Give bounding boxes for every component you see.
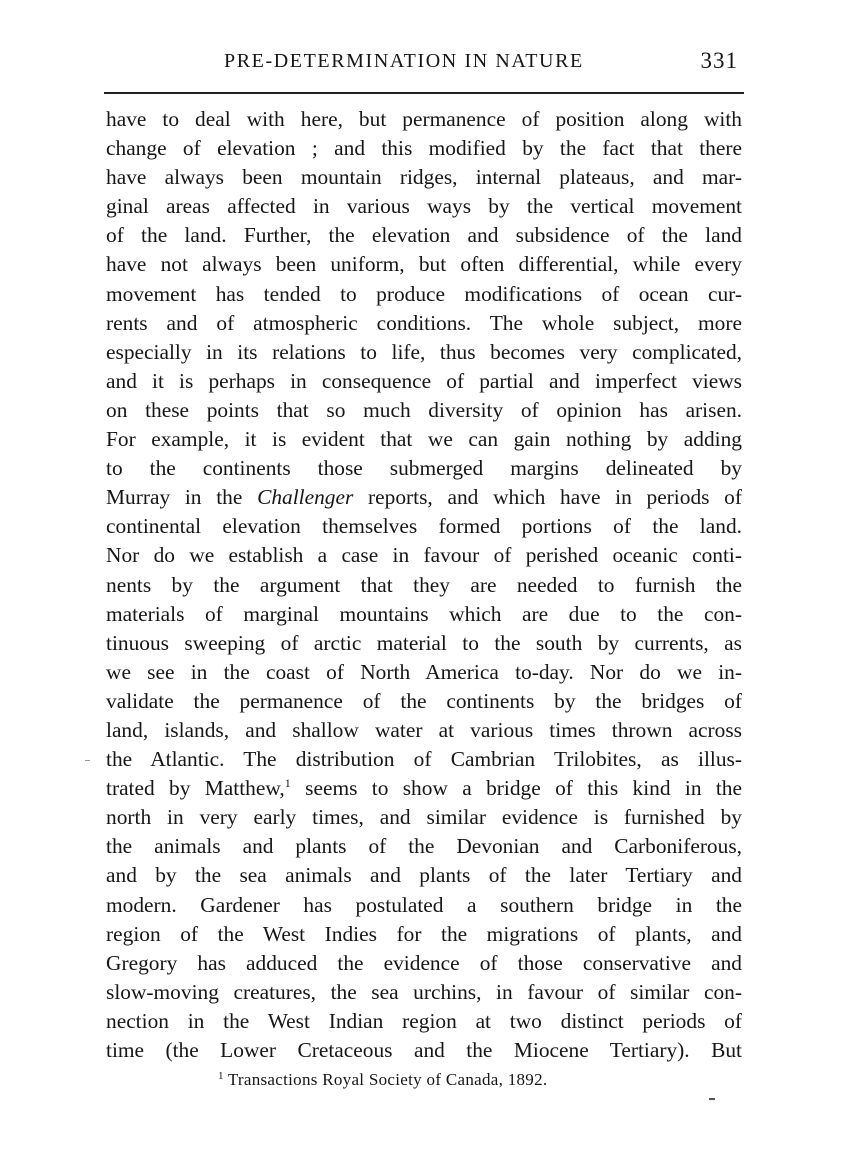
print-speck: [709, 1098, 715, 1100]
text-segment: For example, it is evident that we can gain nothing by adding: [106, 427, 742, 452]
text-segment: the animals and plants of the Devonian and Carboniferous,: [106, 834, 742, 859]
text-segment: north in very early times, and similar evidence is furnished by: [106, 805, 742, 830]
text-segment: nection in the West Indian region at two distinct periods of: [106, 1008, 742, 1033]
text-line: [106, 600, 742, 629]
page-header: [106, 48, 742, 82]
text-segment: validate the permanence of the continents by the bridges of: [106, 688, 742, 713]
footnote-text: Transactions Royal Society of Canada, 1892.: [227, 1070, 548, 1089]
text-segment: movement has tended to produce modifications of ocean cur-: [106, 281, 742, 306]
text-line: [106, 658, 742, 687]
text-segment: have to deal with here, but permanence of position along with: [106, 107, 742, 131]
text-line: [106, 891, 742, 920]
text-segment: change of elevation ; and this modified by the fact that there: [106, 136, 742, 161]
text-line: [106, 454, 742, 483]
text-line: [106, 920, 742, 949]
text-segment: to the continents those submerged margins delineated by: [106, 456, 742, 481]
text-segment: have always been mountain ridges, internal plateaus, and mar-: [106, 165, 742, 190]
text-segment: reports, and which have in periods of: [353, 485, 742, 510]
text-line: [106, 483, 742, 512]
text-segment: especially in its relations to life, thus becomes very complicated,: [106, 339, 742, 364]
text-line: [106, 309, 742, 338]
italic-text: Challenger: [257, 485, 354, 510]
text-segment: seems to show a bridge of this kind in the: [290, 776, 742, 801]
text-line: [106, 571, 742, 600]
text-line: [106, 861, 742, 890]
text-segment: we see in the coast of North America to-day. Nor do we in-: [106, 659, 742, 684]
text-segment: region of the West Indies for the migrations of plants, and: [106, 921, 742, 946]
text-segment: land, islands, and shallow water at various times thrown across: [106, 717, 742, 742]
header-rule: [104, 92, 744, 94]
text-line: [106, 367, 742, 396]
text-segment: continental elevation themselves formed portions of the land.: [106, 514, 742, 539]
text-segment: rents and of atmospheric conditions. The whole subject, more: [106, 310, 742, 335]
text-line: [106, 1036, 742, 1065]
text-segment: Gregory has adduced the evidence of those conservative and: [106, 950, 742, 975]
text-line: [106, 978, 742, 1007]
text-line: [106, 221, 742, 250]
text-segment: the Atlantic. The distribution of Cambrian Trilobites, as illus-: [106, 747, 742, 772]
running-head: PRE-DETERMINATION IN NATURE: [224, 50, 584, 72]
text-segment: Murray in the: [106, 485, 258, 510]
text-line: [106, 192, 742, 221]
text-line: [106, 774, 742, 803]
text-line: [106, 832, 742, 861]
text-line: [106, 105, 742, 134]
text-line: [106, 163, 742, 192]
text-line: [106, 425, 742, 454]
text-line: [106, 716, 742, 745]
text-segment: modern. Gardener has postulated a southern bridge in the: [106, 892, 742, 917]
text-segment: on these points that so much diversity of opinion has arisen.: [106, 397, 742, 422]
text-segment: nents by the argument that they are needed to furnish the: [106, 572, 742, 597]
text-line: [106, 745, 742, 774]
text-segment: materials of marginal mountains which are due to the con-: [106, 601, 742, 626]
footnote-reference: 1: [284, 776, 291, 791]
text-line: [106, 1007, 742, 1036]
text-segment: ginal areas affected in various ways by the vertical movement: [106, 194, 742, 219]
print-speck: [85, 760, 90, 761]
text-line: [106, 338, 742, 367]
text-segment: Nor do we establish a case in favour of perished oceanic conti-: [106, 543, 742, 568]
text-line: [106, 512, 742, 541]
text-line: [106, 134, 742, 163]
text-segment: slow-moving creatures, the sea urchins, in favour of similar con-: [106, 979, 742, 1004]
text-segment: time (the Lower Cretaceous and the Miocene Tertiary). But: [106, 1038, 742, 1062]
body-text: [106, 105, 742, 1065]
text-line: [106, 280, 742, 309]
text-line: [106, 687, 742, 716]
footnote-marker: 1: [218, 1070, 224, 1082]
text-line: [106, 803, 742, 832]
text-segment: tinuous sweeping of arctic material to the south by currents, as: [106, 630, 742, 655]
footnote: [218, 1070, 547, 1090]
text-line: [106, 629, 742, 658]
text-segment: trated by Matthew,: [106, 776, 285, 801]
text-segment: and by the sea animals and plants of the later Tertiary and: [106, 863, 742, 888]
text-segment: have not always been uniform, but often differential, while every: [106, 252, 742, 277]
text-segment: and it is perhaps in consequence of partial and imperfect views: [106, 368, 742, 393]
text-line: [106, 250, 742, 279]
text-line: [106, 396, 742, 425]
page-number: 331: [700, 48, 738, 73]
text-segment: of the land. Further, the elevation and subsidence of the land: [106, 223, 742, 248]
text-line: [106, 541, 742, 570]
text-line: [106, 949, 742, 978]
